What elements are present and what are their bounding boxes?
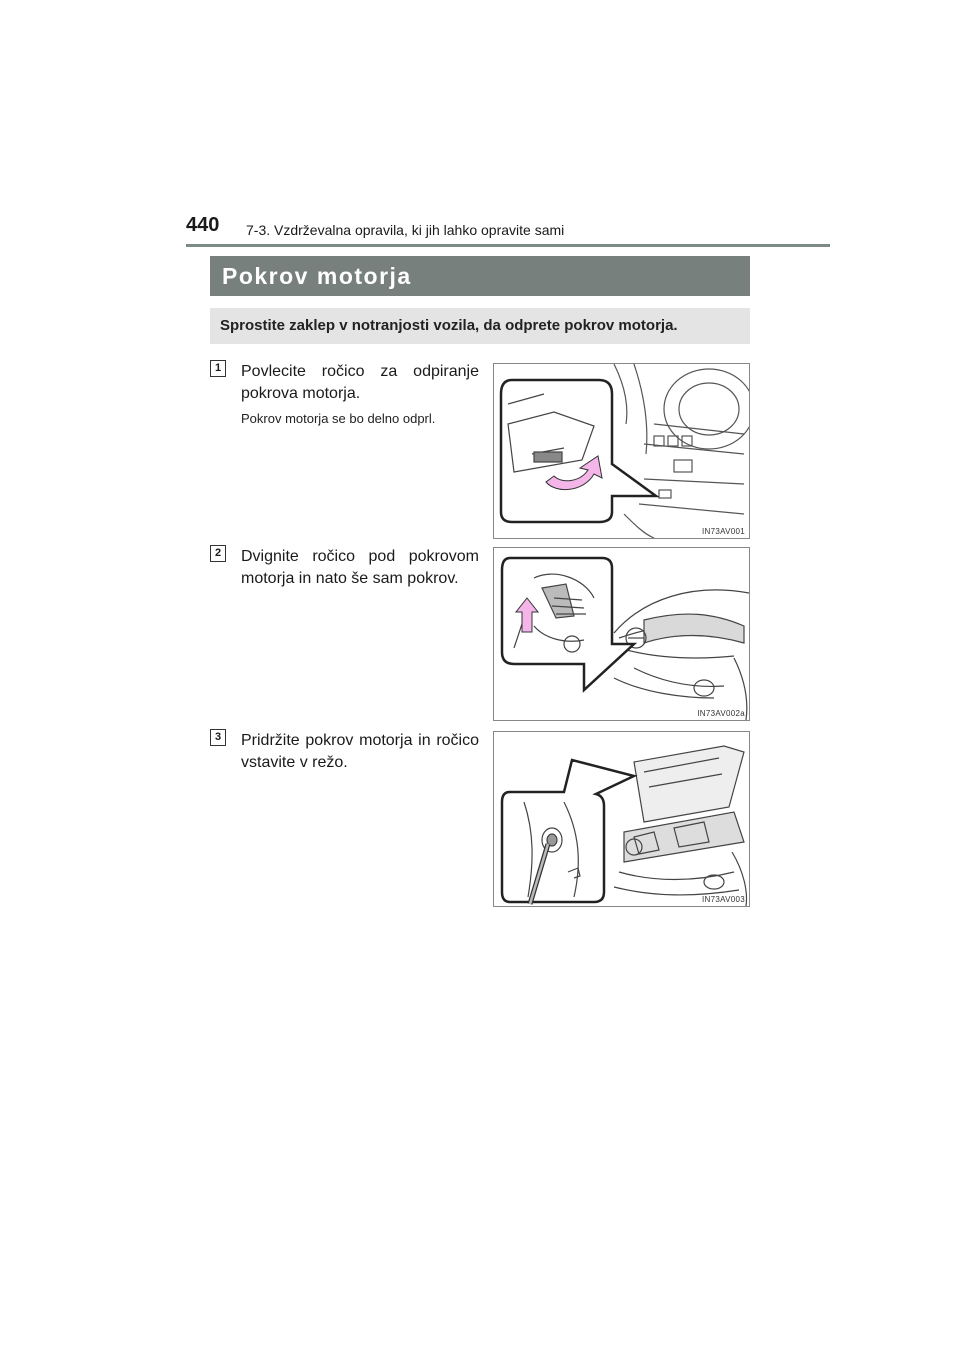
figure-hood-support-rod — [493, 731, 750, 907]
page-number: 440 — [186, 214, 220, 236]
step-number-3: 3 — [210, 729, 226, 746]
intro-box — [210, 308, 750, 344]
section-title-bar — [210, 256, 750, 296]
step-text-3: Pridržite pokrov motorja in ročico vstavite v režo. — [241, 732, 479, 771]
step-note-1: Pokrov motorja se bo delno odprl. — [241, 411, 436, 426]
section-title: Pokrov motorja — [222, 263, 412, 289]
figure-hood-latch — [493, 547, 750, 721]
figure-code-1: IN73AV001 — [701, 527, 745, 536]
figure-hood-release-lever — [493, 363, 750, 539]
header-divider — [186, 244, 830, 247]
intro-text: Sprostite zaklep v notranjosti vozila, da odprete pokrov motorja. — [220, 317, 678, 334]
hood-support-rod-illustration — [494, 732, 749, 906]
step-number-2: 2 — [210, 545, 226, 562]
figure-code-2: IN73AV002a — [697, 709, 745, 718]
step-text-1: Povlecite ročico za odpiranje pokrova motorja. — [241, 363, 479, 402]
figure-code-3: IN73AV003 — [701, 895, 745, 904]
chapter-title: 7-3. Vzdrževalna opravila, ki jih lahko opravite sami — [246, 222, 565, 238]
hood-release-lever-illustration — [494, 364, 749, 538]
step-number-1: 1 — [210, 360, 226, 377]
step-text-2: Dvignite ročico pod pokrovom motorja in nato še sam pokrov. — [241, 548, 479, 587]
hood-latch-illustration — [494, 548, 749, 720]
